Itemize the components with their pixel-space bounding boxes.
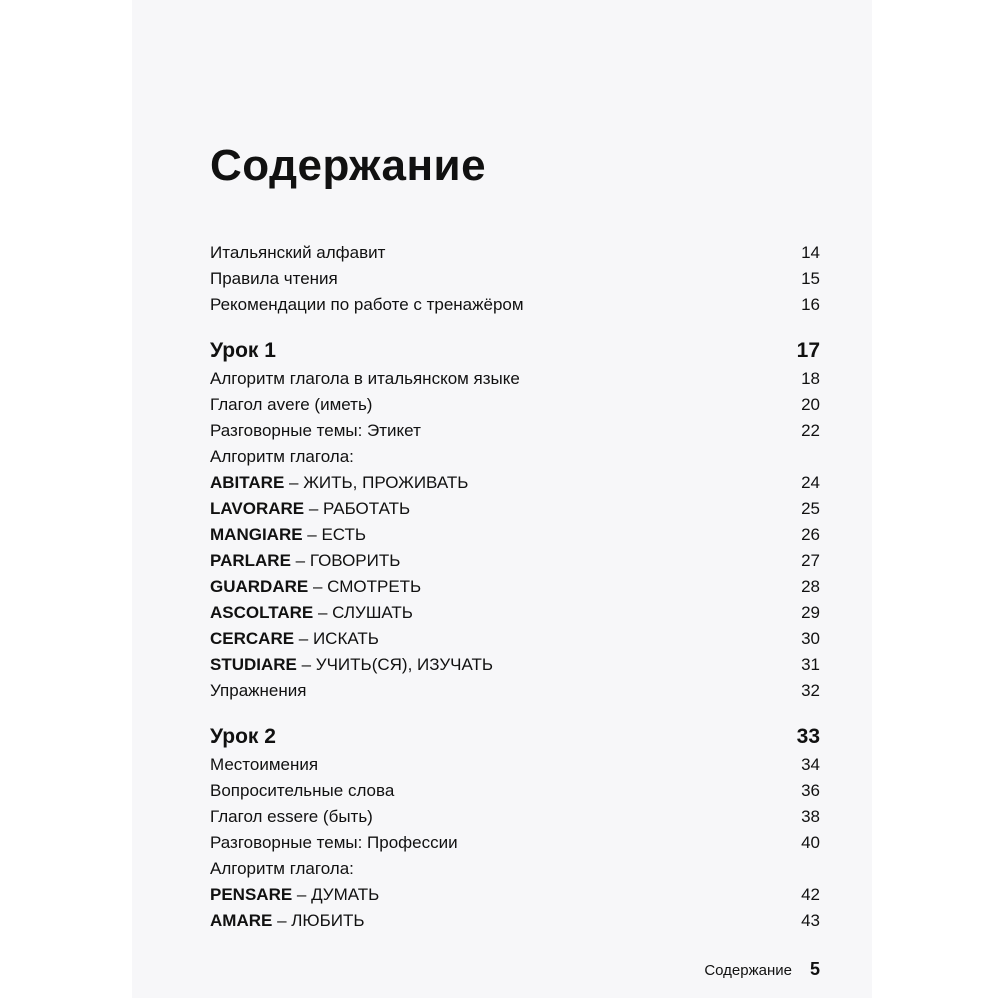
verb-translation: – ЛЮБИТЬ bbox=[272, 911, 365, 930]
book-page bbox=[132, 0, 872, 998]
verb-entry bbox=[210, 882, 820, 908]
verb-word: ASCOLTARE bbox=[210, 603, 314, 622]
toc-entry-page: 29 bbox=[801, 603, 820, 622]
toc-entry bbox=[210, 752, 820, 778]
toc-entry-page: 24 bbox=[801, 473, 820, 492]
toc-entry bbox=[210, 778, 820, 804]
toc-entry-label: Итальянский алфавит bbox=[210, 243, 386, 262]
toc-entry-label: Глагол avere (иметь) bbox=[210, 395, 373, 414]
toc-entry bbox=[210, 240, 820, 266]
toc-entry-page: 34 bbox=[801, 755, 820, 774]
verb-translation: – СМОТРЕТЬ bbox=[308, 577, 422, 596]
table-of-contents bbox=[210, 240, 820, 934]
verb-word: PARLARE bbox=[210, 551, 291, 570]
lesson-2-heading bbox=[210, 722, 820, 752]
toc-entry-page: 14 bbox=[801, 243, 820, 262]
toc-entry bbox=[210, 830, 820, 856]
verb-word: ABITARE bbox=[210, 473, 285, 492]
verb-word: CERCARE bbox=[210, 629, 295, 648]
lesson-page: 33 bbox=[796, 725, 820, 748]
toc-entry-page: 31 bbox=[801, 655, 820, 674]
verb-translation: – РАБОТАТЬ bbox=[304, 499, 411, 518]
verb-translation: – ЕСТЬ bbox=[302, 525, 367, 544]
verb-entry bbox=[210, 626, 820, 652]
toc-entry-label: Вопросительные слова bbox=[210, 781, 395, 800]
verb-translation: – ДУМАТЬ bbox=[292, 885, 380, 904]
toc-entry-label: Разговорные темы: Этикет bbox=[210, 421, 421, 440]
algorithm-label: Алгоритм глагола: bbox=[210, 447, 354, 466]
toc-entry-label: Разговорные темы: Профессии bbox=[210, 833, 458, 852]
algorithm-heading bbox=[210, 444, 820, 470]
verb-entry bbox=[210, 522, 820, 548]
toc-entry bbox=[210, 266, 820, 292]
verb-translation: – ИСКАТЬ bbox=[294, 629, 379, 648]
toc-entry-label: Местоимения bbox=[210, 755, 319, 774]
page-footer bbox=[704, 959, 820, 980]
toc-entry bbox=[210, 804, 820, 830]
algorithm-label: Алгоритм глагола: bbox=[210, 859, 354, 878]
lesson-label: Урок 2 bbox=[210, 725, 276, 748]
verb-word: LAVORARE bbox=[210, 499, 305, 518]
lesson-page: 17 bbox=[796, 339, 820, 362]
verb-word: STUDIARE bbox=[210, 655, 297, 674]
verb-entry bbox=[210, 600, 820, 626]
toc-entry bbox=[210, 678, 820, 704]
toc-entry-page: 38 bbox=[801, 807, 820, 826]
toc-entry-label: Алгоритм глагола в итальянском языке bbox=[210, 369, 520, 388]
verb-translation: – ЖИТЬ, ПРОЖИВАТЬ bbox=[284, 473, 469, 492]
verb-entry bbox=[210, 574, 820, 600]
lesson-1-heading bbox=[210, 336, 820, 366]
algorithm-heading bbox=[210, 856, 820, 882]
lesson-label: Урок 1 bbox=[210, 339, 276, 362]
verb-word: GUARDARE bbox=[210, 577, 309, 596]
verb-entry bbox=[210, 908, 820, 934]
toc-entry bbox=[210, 366, 820, 392]
toc-entry bbox=[210, 292, 820, 318]
toc-entry-page: 43 bbox=[801, 911, 820, 930]
page-title: Содержание bbox=[210, 141, 487, 190]
verb-entry bbox=[210, 470, 820, 496]
toc-entry-page: 16 bbox=[801, 295, 820, 314]
toc-entry-page: 32 bbox=[801, 681, 820, 700]
toc-entry bbox=[210, 392, 820, 418]
verb-translation: – СЛУШАТЬ bbox=[313, 603, 413, 622]
toc-entry-page: 18 bbox=[801, 369, 820, 388]
toc-entry-label: Рекомендации по работе с тренажёром bbox=[210, 295, 524, 314]
footer-label: Содержание bbox=[704, 962, 792, 979]
toc-entry-page: 30 bbox=[801, 629, 820, 648]
verb-word: AMARE bbox=[210, 911, 273, 930]
toc-entry-page: 28 bbox=[801, 577, 820, 596]
verb-word: PENSARE bbox=[210, 885, 293, 904]
toc-entry-page: 36 bbox=[801, 781, 820, 800]
toc-entry-label: Упражнения bbox=[210, 681, 307, 700]
toc-entry-page: 40 bbox=[801, 833, 820, 852]
toc-entry-page: 25 bbox=[801, 499, 820, 518]
toc-entry-page: 15 bbox=[801, 269, 820, 288]
toc-entry-page: 20 bbox=[801, 395, 820, 414]
verb-word: MANGIARE bbox=[210, 525, 303, 544]
toc-entry-page: 42 bbox=[801, 885, 820, 904]
toc-entry-page: 22 bbox=[801, 421, 820, 440]
toc-entry-label: Правила чтения bbox=[210, 269, 338, 288]
toc-entry-page: 27 bbox=[801, 551, 820, 570]
verb-entry bbox=[210, 548, 820, 574]
toc-entry bbox=[210, 418, 820, 444]
page-number: 5 bbox=[809, 959, 820, 979]
toc-entry-label: Глагол essere (быть) bbox=[210, 807, 373, 826]
verb-entry bbox=[210, 496, 820, 522]
verb-entry bbox=[210, 652, 820, 678]
verb-translation: – УЧИТЬ(СЯ), ИЗУЧАТЬ bbox=[296, 655, 493, 674]
verb-translation: – ГОВОРИТЬ bbox=[290, 551, 401, 570]
toc-entry-page: 26 bbox=[801, 525, 820, 544]
